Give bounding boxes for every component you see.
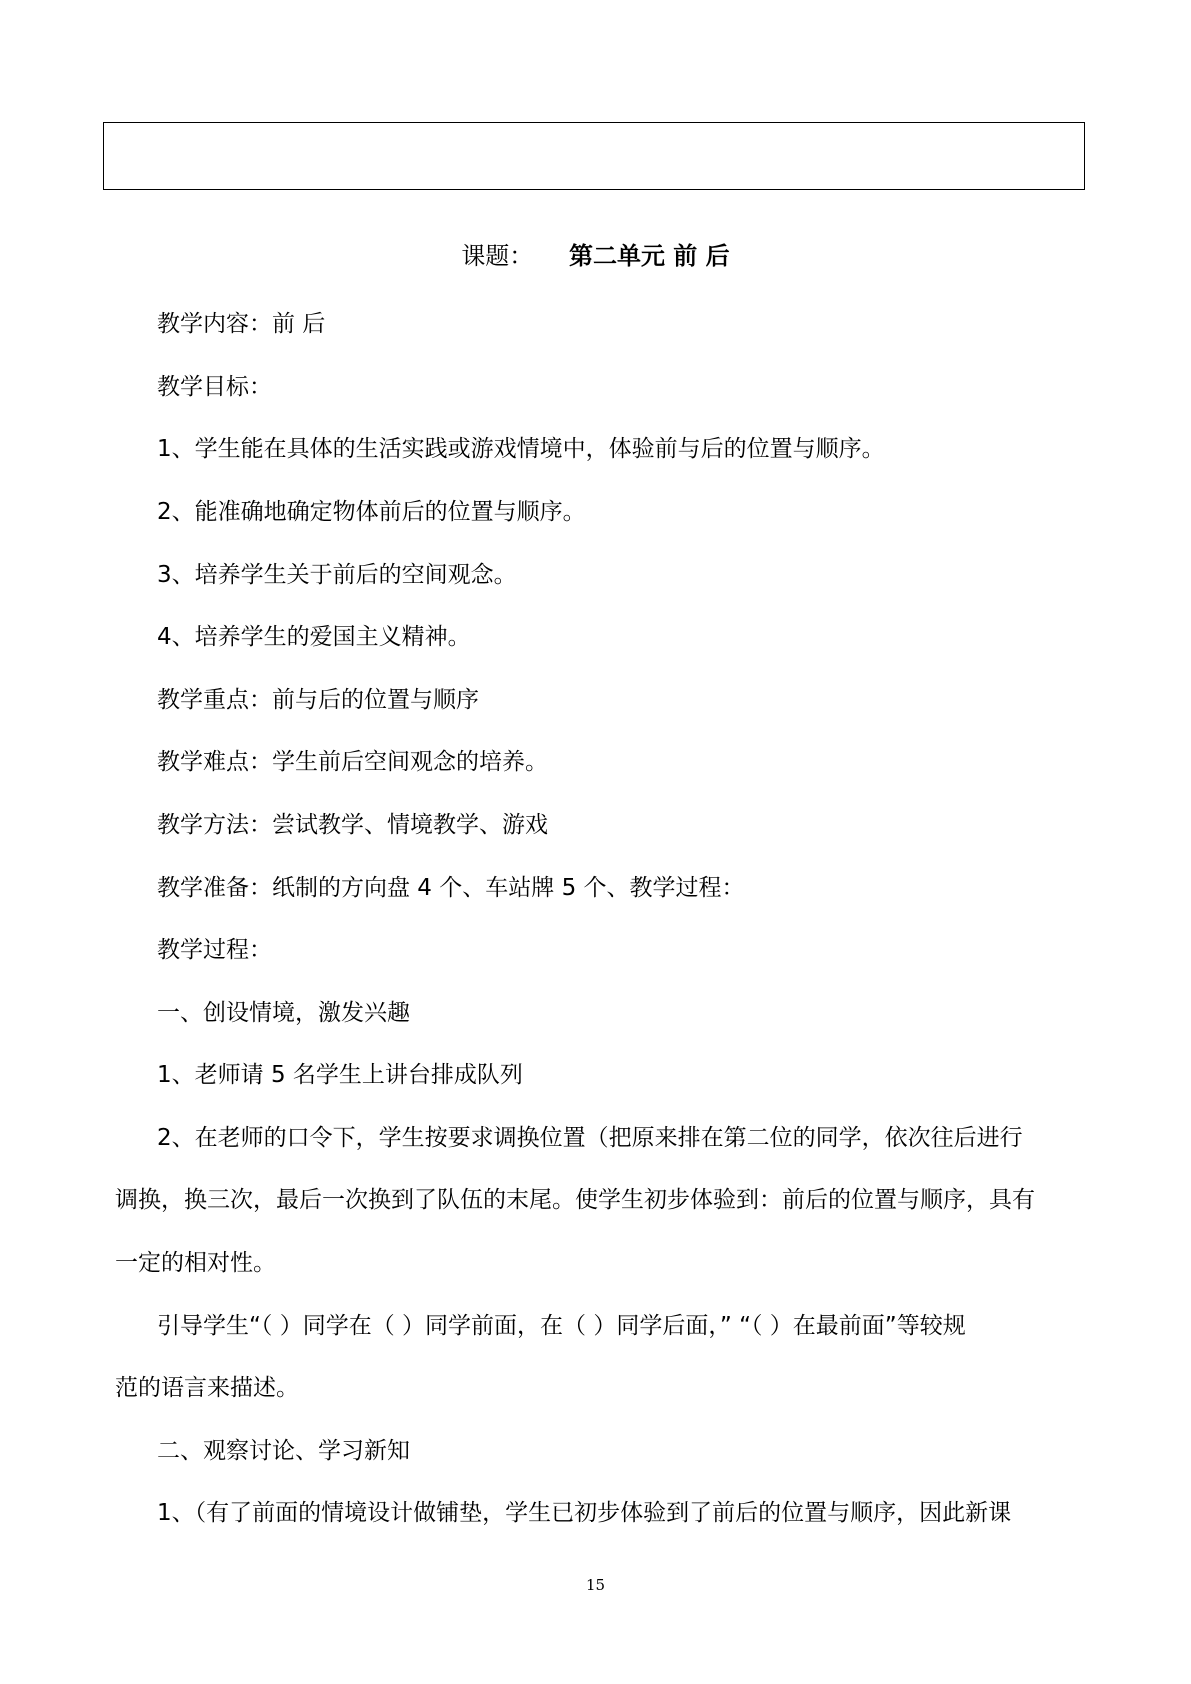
title-text: 第二单元 前 后 — [568, 242, 730, 270]
content-line: 一、创设情境，激发兴趣 — [157, 1000, 410, 1026]
page-number: 15 — [585, 1576, 606, 1594]
content-line: 教学难点：学生前后空间观念的培养。 — [157, 749, 548, 775]
content-line: 1、老师请 5 名学生上讲台排成队列 — [157, 1062, 523, 1088]
content-line: 教学目标： — [157, 374, 272, 400]
content-line: 范的语言来描述。 — [115, 1375, 299, 1401]
content-line: 1、学生能在具体的生活实践或游戏情境中，体验前与后的位置与顺序。 — [157, 436, 885, 462]
content-line: 2、能准确地确定物体前后的位置与顺序。 — [157, 499, 586, 525]
content-line: 4、培养学生的爱国主义精神。 — [157, 624, 471, 650]
content-line: 教学重点：前与后的位置与顺序 — [157, 687, 479, 713]
content-line: 二、观察讨论、学习新知 — [157, 1438, 410, 1464]
content-line: 教学内容：前 后 — [157, 311, 326, 337]
content-line: 1、（有了前面的情境设计做铺垫，学生已初步体验到了前后的位置与顺序，因此新课 — [157, 1500, 1012, 1526]
content-line: 一定的相对性。 — [115, 1250, 276, 1276]
content-line: 教学方法：尝试教学、情境教学、游戏 — [157, 812, 548, 838]
content-line: 调换，换三次，最后一次换到了队伍的末尾。使学生初步体验到：前后的位置与顺序，具有 — [115, 1187, 1035, 1213]
content-line: 2、在老师的口令下，学生按要求调换位置（把原来排在第二位的同学，依次往后进行 — [157, 1125, 1023, 1151]
content-line: 引导学生“（ ）同学在（ ）同学前面，在（ ）同学后面，” “（ ）在最前面”等较规 — [157, 1313, 966, 1339]
content-line: 教学准备：纸制的方向盘 4 个、车站牌 5 个、教学过程： — [157, 875, 745, 901]
content-line: 教学过程： — [157, 937, 272, 963]
lesson-title — [0, 236, 1191, 276]
header-box — [103, 122, 1085, 190]
content-line: 3、培养学生关于前后的空间观念。 — [157, 562, 517, 588]
title-label: 课题： — [461, 242, 534, 270]
